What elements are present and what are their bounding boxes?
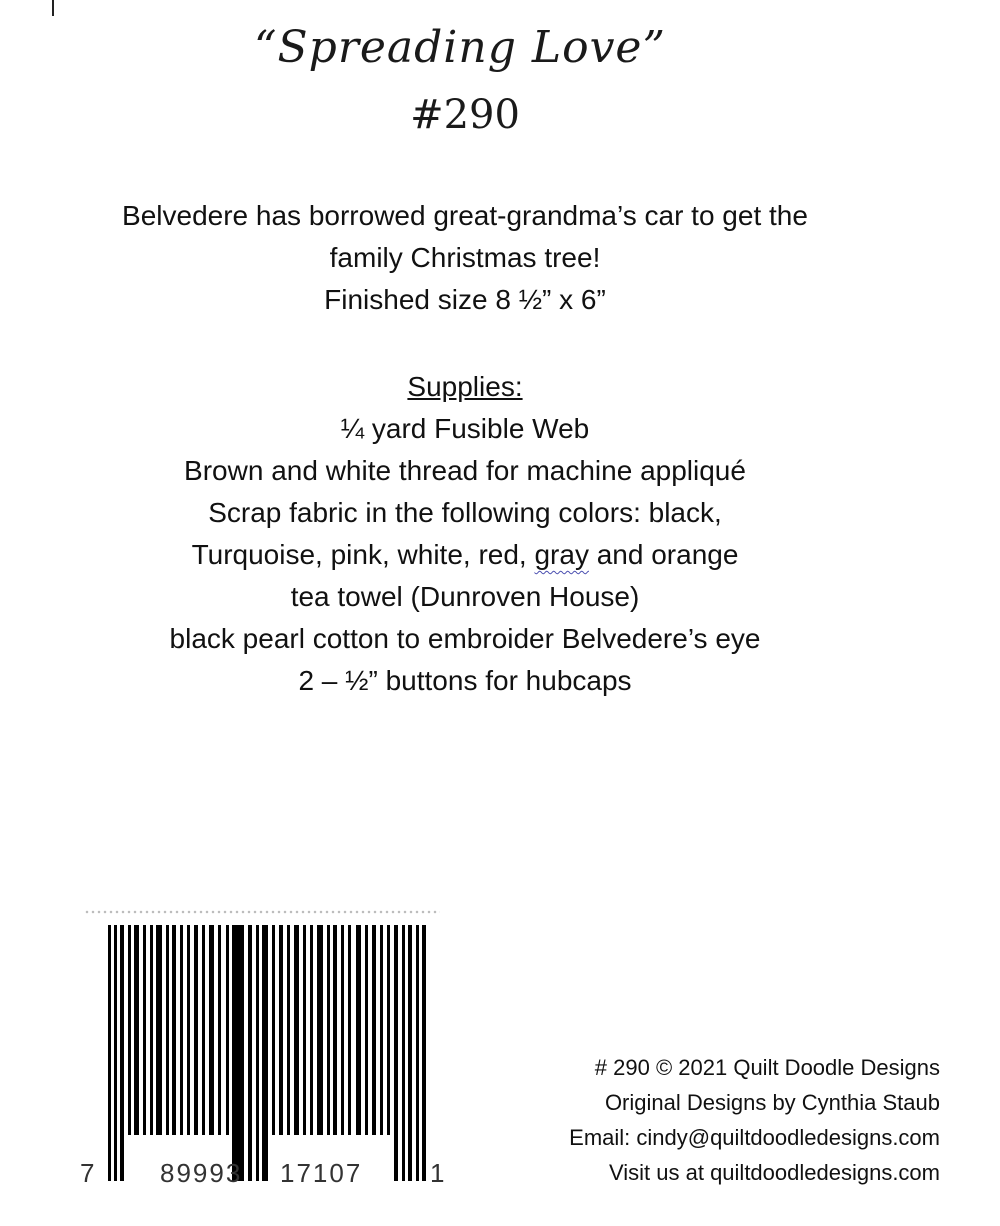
description-line-1: Belvedere has borrowed great-grandma’s car to get the — [122, 200, 808, 231]
barcode-digit-right: 1 — [430, 1158, 447, 1188]
barcode-bar — [327, 925, 330, 1135]
barcode-image — [60, 920, 460, 1190]
barcode-bar — [356, 925, 361, 1135]
finished-size: Finished size 8 ½” x 6” — [324, 284, 606, 315]
barcode-bar — [279, 925, 283, 1135]
supply-item: Brown and white thread for machine appliqué — [184, 455, 746, 486]
barcode-bar — [365, 925, 368, 1135]
barcode-bar — [180, 925, 183, 1135]
description-line-2: family Christmas tree! — [329, 242, 601, 273]
footer-info — [569, 1050, 940, 1190]
barcode-bar — [262, 925, 268, 1181]
barcode-bar — [108, 925, 111, 1181]
barcode-bar — [172, 925, 176, 1135]
barcode-bar — [156, 925, 162, 1135]
barcode-bar — [166, 925, 169, 1135]
barcode-bar — [114, 925, 117, 1181]
supply-item: ¼ yard Fusible Web — [340, 413, 590, 444]
pattern-number: #290 — [410, 92, 520, 138]
barcode-scan-dots — [84, 908, 440, 916]
colors-text-start: Turquoise, pink, white, red, — [191, 539, 535, 570]
supply-item-colors — [60, 534, 870, 576]
barcode-bar — [256, 925, 259, 1181]
barcode-bar — [303, 925, 306, 1135]
barcode-bar — [232, 925, 244, 1181]
barcode-bar — [248, 925, 252, 1181]
text-cursor-mark — [52, 0, 54, 16]
spellcheck-marked-word: gray — [534, 539, 589, 570]
colors-text-end: and orange — [588, 539, 739, 570]
barcode-digit-left: 7 — [80, 1158, 97, 1188]
barcode-bar — [422, 925, 426, 1181]
barcode-bar — [310, 925, 313, 1135]
barcode-bar — [272, 925, 275, 1135]
barcode-bar — [317, 925, 323, 1135]
pattern-title: “Spreading Love” — [254, 22, 666, 73]
barcode-bar — [128, 925, 131, 1135]
barcode-group-1: 89993 — [160, 1158, 243, 1188]
barcode-bar — [150, 925, 153, 1135]
barcode-bar — [294, 925, 299, 1135]
barcode-bar — [387, 925, 390, 1135]
barcode-bar — [134, 925, 139, 1135]
barcode-group-2: 17107 — [280, 1158, 363, 1188]
barcode-bar — [402, 925, 405, 1181]
barcode-bar — [287, 925, 290, 1135]
barcode-bar — [416, 925, 419, 1181]
barcode-bar — [394, 925, 398, 1181]
supply-item: black pearl cotton to embroider Belvedere’s eye — [169, 623, 761, 654]
description — [60, 195, 870, 321]
barcode-bar — [218, 925, 221, 1135]
designer-line: Original Designs by Cynthia Staub — [604, 1090, 940, 1115]
barcode-bar — [372, 925, 376, 1135]
supplies-list — [60, 366, 870, 702]
copyright-line: # 290 © 2021 Quilt Doodle Designs — [594, 1055, 940, 1080]
email-line: Email: cindy@quiltdoodledesigns.com — [569, 1125, 940, 1150]
barcode-bar — [348, 925, 351, 1135]
barcode-bar — [187, 925, 190, 1135]
barcode-bar — [120, 925, 124, 1181]
barcode-bar — [408, 925, 412, 1181]
barcode-bar — [341, 925, 344, 1135]
supply-item: Scrap fabric in the following colors: black, — [208, 497, 722, 528]
barcode-bar — [380, 925, 383, 1135]
barcode-bar — [202, 925, 205, 1135]
barcode-bar — [194, 925, 198, 1135]
barcode-bar — [143, 925, 146, 1135]
barcode-bar — [209, 925, 214, 1135]
supply-item: 2 – ½” buttons for hubcaps — [298, 665, 632, 696]
supplies-heading: Supplies: — [407, 371, 523, 402]
supply-item: tea towel (Dunroven House) — [290, 581, 640, 612]
barcode-bar — [333, 925, 337, 1135]
barcode-bar — [226, 925, 229, 1135]
website-line: Visit us at quiltdoodledesigns.com — [608, 1160, 940, 1185]
